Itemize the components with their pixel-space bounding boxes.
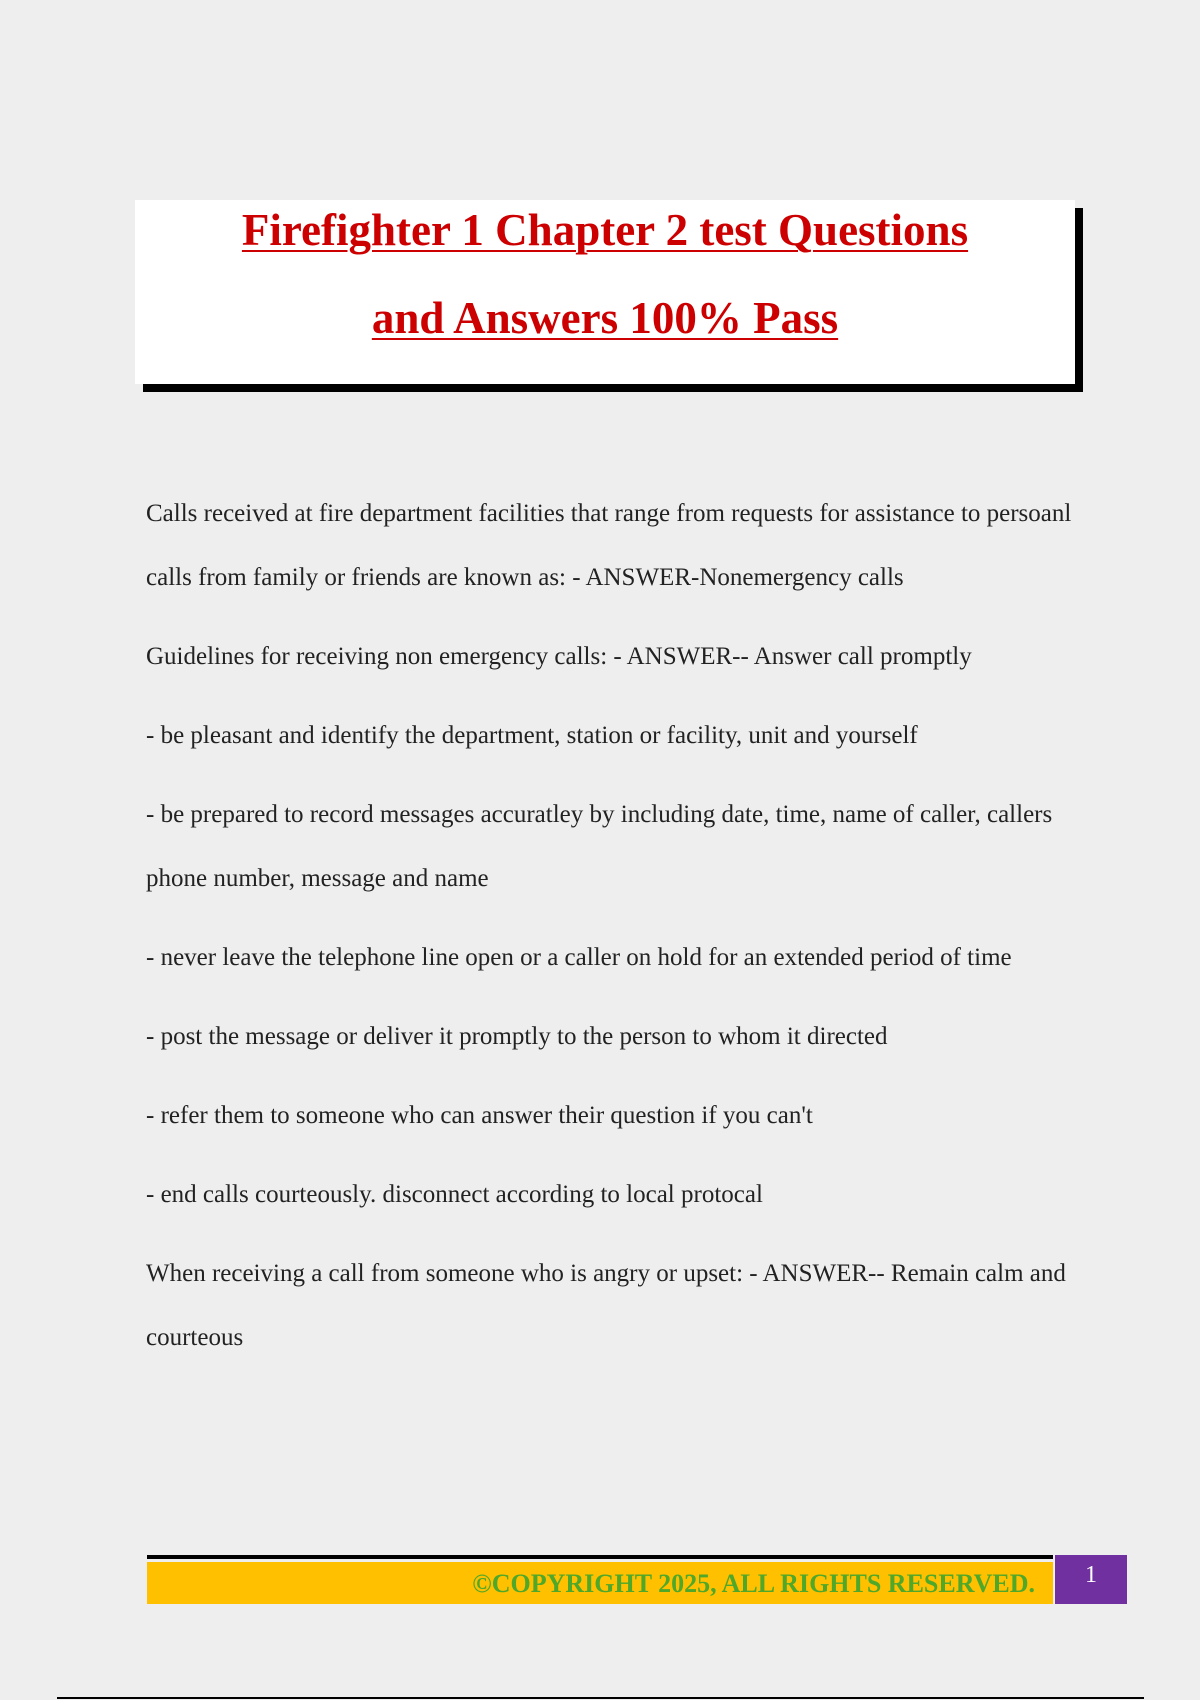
paragraph-never-leave-open: - never leave the telephone line open or a caller on hold for an extended period of time <box>146 944 1012 971</box>
copyright-notice: ©COPYRIGHT 2025, ALL RIGHTS RESERVED. <box>472 1569 1035 1598</box>
paragraph-record-messages: - be prepared to record messages accuratley by including date, time, name of caller, callers phone number, message and name <box>146 801 1053 892</box>
paragraph-nonemergency-calls: Calls received at fire department facilities that range from requests for assistance to persoanl calls from family or friends are known as: - ANSWER-Nonemergency calls <box>146 500 1072 591</box>
paragraph-refer-them: - refer them to someone who can answer their question if you can't <box>146 1102 813 1129</box>
title-box <box>135 200 1075 384</box>
document-body <box>146 482 1086 1385</box>
paragraph-post-message: - post the message or deliver it promptly to the person to whom it directed <box>146 1023 888 1050</box>
footer-band <box>147 1562 1053 1604</box>
paragraph-be-pleasant: - be pleasant and identify the department, station or facility, unit and yourself <box>146 722 918 749</box>
footer-rule <box>147 1555 1053 1559</box>
paragraph-angry-caller: When receiving a call from someone who is angry or upset: - ANSWER-- Remain calm and courteous <box>146 1260 1066 1351</box>
page-number: 1 <box>1055 1555 1127 1604</box>
document-title-line-1: Firefighter 1 Chapter 2 test Questions <box>241 205 969 255</box>
paragraph-guidelines: Guidelines for receiving non emergency calls: - ANSWER-- Answer call promptly <box>146 643 972 670</box>
page-bottom-rule <box>57 1697 1144 1699</box>
paragraph-end-calls: - end calls courteously. disconnect according to local protocal <box>146 1181 763 1208</box>
document-title-line-2: and Answers 100% Pass <box>371 293 839 343</box>
